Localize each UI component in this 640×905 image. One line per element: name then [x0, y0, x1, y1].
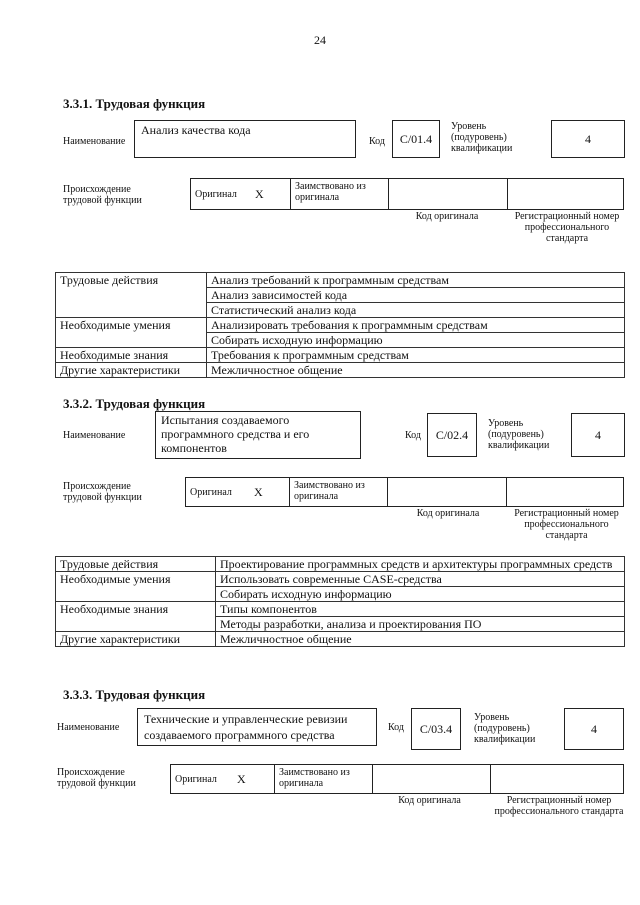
- category-cell: Необходимые умения: [56, 572, 216, 602]
- level-value: 4: [585, 131, 591, 146]
- item-cell: Методы разработки, анализа и проектирования ПО: [216, 617, 625, 632]
- code-label: Код: [388, 722, 404, 733]
- code-label: Код: [405, 430, 421, 441]
- item-cell: Анализ зависимостей кода: [207, 288, 625, 303]
- table-row: [56, 363, 625, 378]
- item-cell: Анализ требований к программным средствам: [207, 273, 625, 288]
- code-value: C/01.4: [399, 131, 433, 146]
- reg-number-caption: Регистрационный номер профессионального стандарта: [514, 211, 620, 244]
- code-value: C/02.4: [435, 427, 469, 442]
- borrowed-label: Заимствовано из оригинала: [294, 480, 365, 502]
- category-cell: Трудовые действия: [56, 557, 216, 572]
- name-label: Наименование: [63, 136, 126, 147]
- level-value: 4: [591, 721, 597, 736]
- table-row: [56, 557, 625, 572]
- origin-label: Происхождение трудовой функции: [57, 767, 136, 789]
- reg-number-caption: Регистрационный номер профессионального стандарта: [514, 508, 619, 541]
- orig-code-cell: [373, 765, 491, 793]
- level-box: [571, 413, 625, 457]
- section-title: 3.3.1. Трудовая функция: [63, 96, 206, 111]
- page-number: 24: [314, 33, 326, 47]
- labor-actions-table: [55, 556, 625, 647]
- labor-actions-table: [55, 272, 625, 378]
- level-value: 4: [595, 427, 601, 442]
- borrowed-cell: [290, 478, 388, 506]
- code-box: [411, 708, 461, 750]
- item-cell: Требования к программным средствам: [207, 348, 625, 363]
- table-row: [56, 632, 625, 647]
- code-label: Код: [369, 136, 385, 147]
- item-cell: Анализировать требования к программным средствам: [207, 318, 625, 333]
- orig-code-caption: Код оригинала: [398, 795, 461, 806]
- code-box: [427, 413, 477, 457]
- borrowed-cell: [275, 765, 373, 793]
- category-cell: Необходимые знания: [56, 602, 216, 632]
- orig-code-cell: [388, 478, 507, 506]
- code-box: [392, 120, 440, 158]
- original-cell: [171, 765, 275, 793]
- code-value: C/03.4: [419, 721, 453, 736]
- origin-label: Происхождение трудовой функции: [63, 481, 142, 503]
- orig-code-cell: [389, 179, 508, 209]
- category-cell: Другие характеристики: [56, 632, 216, 647]
- origin-row: [185, 477, 624, 507]
- function-name: Испытания создаваемого программного средства и его компонентов: [161, 413, 310, 455]
- item-cell: Межличностное общение: [207, 363, 625, 378]
- item-cell: Проектирование программных средств и архитектуры программных средств: [216, 557, 625, 572]
- function-name-box: [137, 708, 377, 746]
- orig-code-caption: Код оригинала: [415, 211, 479, 222]
- reg-number-cell: [508, 179, 623, 209]
- table-row: [56, 572, 625, 587]
- original-cell: [186, 478, 290, 506]
- original-label: Оригинал: [190, 487, 232, 498]
- level-box: [564, 708, 624, 750]
- item-cell: Собирать исходную информацию: [216, 587, 625, 602]
- original-label: Оригинал: [195, 189, 237, 200]
- level-label: Уровень (подуровень) квалификации: [474, 712, 536, 745]
- function-name: Технические и управленческие ревизии создаваемого программного средства: [144, 712, 348, 742]
- reg-number-caption: Регистрационный номер профессионального стандарта: [494, 795, 624, 817]
- function-name: Анализ качества кода: [141, 123, 251, 137]
- reg-number-cell: [491, 765, 623, 793]
- category-cell: Необходимые знания: [56, 348, 207, 363]
- item-cell: Собирать исходную информацию: [207, 333, 625, 348]
- origin-label: Происхождение трудовой функции: [63, 184, 142, 206]
- borrowed-cell: [291, 179, 389, 209]
- category-cell: Необходимые умения: [56, 318, 207, 348]
- item-cell: Типы компонентов: [216, 602, 625, 617]
- section-title: 3.3.3. Трудовая функция: [63, 687, 206, 702]
- item-cell: Использовать современные CASE-средства: [216, 572, 625, 587]
- reg-number-cell: [507, 478, 623, 506]
- table-row: [56, 273, 625, 288]
- original-mark: X: [255, 187, 264, 201]
- function-name-box: [155, 411, 361, 459]
- name-label: Наименование: [63, 430, 126, 441]
- category-cell: Другие характеристики: [56, 363, 207, 378]
- table-row: [56, 348, 625, 363]
- orig-code-caption: Код оригинала: [416, 508, 480, 519]
- original-mark: X: [254, 485, 263, 499]
- borrowed-label: Заимствовано из оригинала: [295, 181, 366, 203]
- item-cell: Межличностное общение: [216, 632, 625, 647]
- level-label: Уровень (подуровень) квалификации: [451, 121, 513, 154]
- origin-row: [190, 178, 624, 210]
- level-label: Уровень (подуровень) квалификации: [488, 418, 550, 451]
- borrowed-label: Заимствовано из оригинала: [279, 767, 350, 789]
- level-box: [551, 120, 625, 158]
- table-row: [56, 318, 625, 333]
- function-name-box: [134, 120, 356, 158]
- original-cell: [191, 179, 291, 209]
- origin-row: [170, 764, 624, 794]
- original-mark: X: [237, 772, 246, 786]
- original-label: Оригинал: [175, 774, 217, 785]
- item-cell: Статистический анализ кода: [207, 303, 625, 318]
- section-title: 3.3.2. Трудовая функция: [63, 396, 206, 411]
- category-cell: Трудовые действия: [56, 273, 207, 318]
- table-row: [56, 602, 625, 617]
- name-label: Наименование: [57, 722, 120, 733]
